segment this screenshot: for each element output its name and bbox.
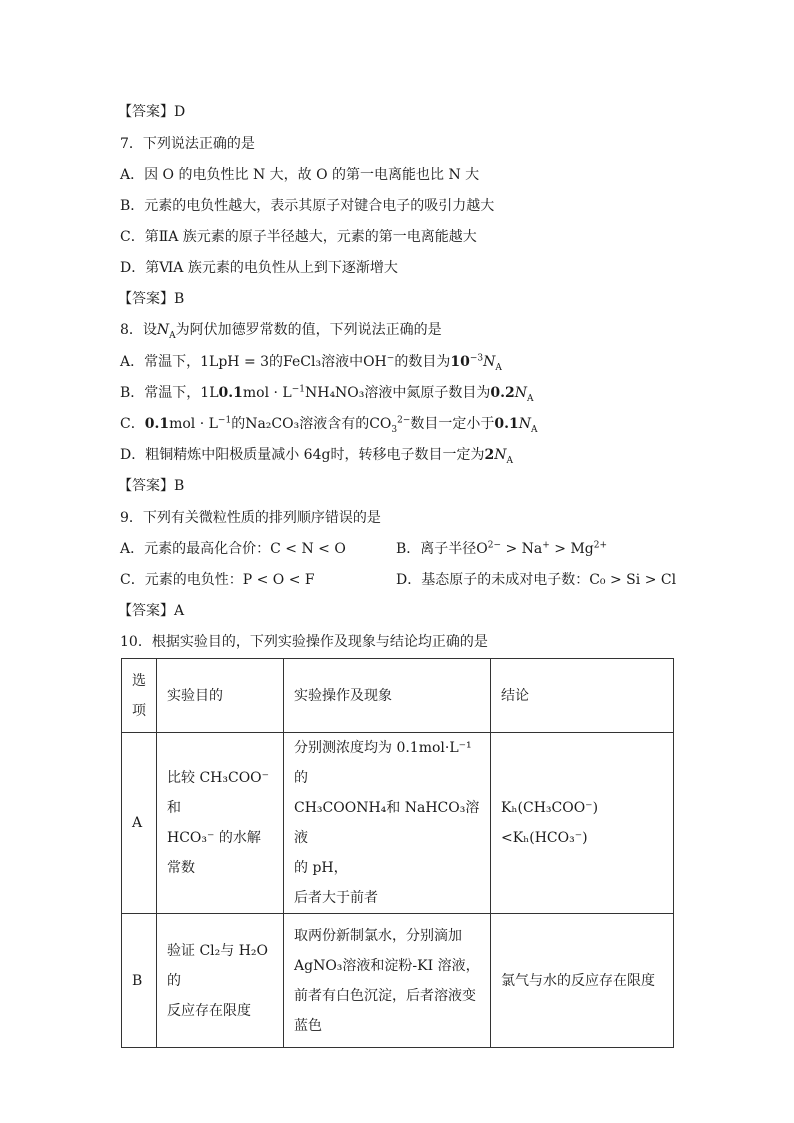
answer-q6: 【答案】D bbox=[118, 104, 186, 120]
table-row bbox=[122, 733, 674, 914]
q10-stem: 10．根据实验目的，下列实验操作及现象与结论均正确的是 bbox=[120, 634, 488, 650]
row-a-option: A bbox=[122, 733, 157, 914]
row-b-conclusion: 氯气与水的反应存在限度 bbox=[491, 914, 674, 1048]
row-b-option: B bbox=[122, 914, 157, 1048]
row-b-operation: 取两份新制氯水，分别滴加 AgNO₃溶液和淀粉-KI 溶液， 前者有白色沉淀，后者溶液变 蓝色 bbox=[284, 914, 491, 1048]
row-a-purpose: 比较 CH₃COO⁻和 HCO₃⁻ 的水解常数 bbox=[157, 733, 284, 914]
answer-q8: 【答案】B bbox=[118, 478, 185, 494]
q8-option-c: C．$0.1mol \cdot L^{-1}$的Na₂CO₃溶液含有的$CO_3^{2-}$数目一定小于$0.1N_A$ bbox=[120, 415, 538, 435]
header-option-line2: 项 bbox=[132, 702, 146, 719]
q8-stem: 8．设$N_A$为阿伏加德罗常数的值，下列说法正确的是 bbox=[120, 322, 442, 341]
header-operation: 实验操作及现象 bbox=[284, 659, 491, 733]
q9-stem: 9．下列有关微粒性质的排列顺序错误的是 bbox=[120, 510, 381, 526]
q7-option-a: A．因 O 的电负性比 N 大，故 O 的第一电离能也比 N 大 bbox=[120, 167, 480, 183]
q8-option-a: A．常温下，1LpH = 3的FeCl₃溶液中OH−的数目为$10^{-3}N_A$ bbox=[120, 353, 502, 373]
table-row bbox=[122, 914, 674, 1048]
header-conclusion: 结论 bbox=[491, 659, 674, 733]
table-header-row bbox=[122, 659, 674, 733]
q9-option-a: A．元素的最高化合价：C < N < O bbox=[120, 541, 346, 557]
experiment-table bbox=[121, 658, 674, 1048]
row-a-conclusion: Kₕ(CH₃COO⁻)<Kₕ(HCO₃⁻) bbox=[491, 733, 674, 914]
answer-q9: 【答案】A bbox=[118, 603, 185, 619]
header-option-line1: 选 bbox=[132, 672, 146, 689]
q7-option-c: C．第ⅡA 族元素的原子半径越大，元素的第一电离能越大 bbox=[120, 229, 477, 245]
q7-stem: 7．下列说法正确的是 bbox=[120, 136, 255, 152]
q7-option-d: D．第ⅥA 族元素的电负性从上到下逐渐增大 bbox=[120, 260, 398, 276]
header-option bbox=[122, 659, 157, 733]
q9-option-c: C．元素的电负性：P < O < F bbox=[120, 572, 315, 588]
row-b-purpose: 验证 Cl₂与 H₂O 的 反应存在限度 bbox=[157, 914, 284, 1048]
q7-option-b: B．元素的电负性越大，表示其原子对键合电子的吸引力越大 bbox=[120, 198, 495, 214]
q8-option-d: D．粗铜精炼中阳极质量减小 64g时，转移电子数目一定为$2N_A$ bbox=[120, 447, 513, 466]
q9-option-b: B．离子半径$O^{2-} > Na^+ > Mg^{2+}$ bbox=[396, 540, 608, 557]
q8-option-b: B．常温下，$1L0.1mol \cdot L^{-1}NH_4NO_3$溶液中氮原子数目为$0.2N_A$ bbox=[120, 384, 534, 404]
row-a-operation: 分别测浓度均为 0.1mol·L⁻¹的 CH₃COONH₄和 NaHCO₃溶液 的 pH， 后者大于前者 bbox=[284, 733, 491, 914]
q9-option-d: D．基态原子的未成对电子数：C₀ > Si > Cl bbox=[396, 572, 677, 588]
header-purpose: 实验目的 bbox=[157, 659, 284, 733]
answer-q7: 【答案】B bbox=[118, 291, 185, 307]
